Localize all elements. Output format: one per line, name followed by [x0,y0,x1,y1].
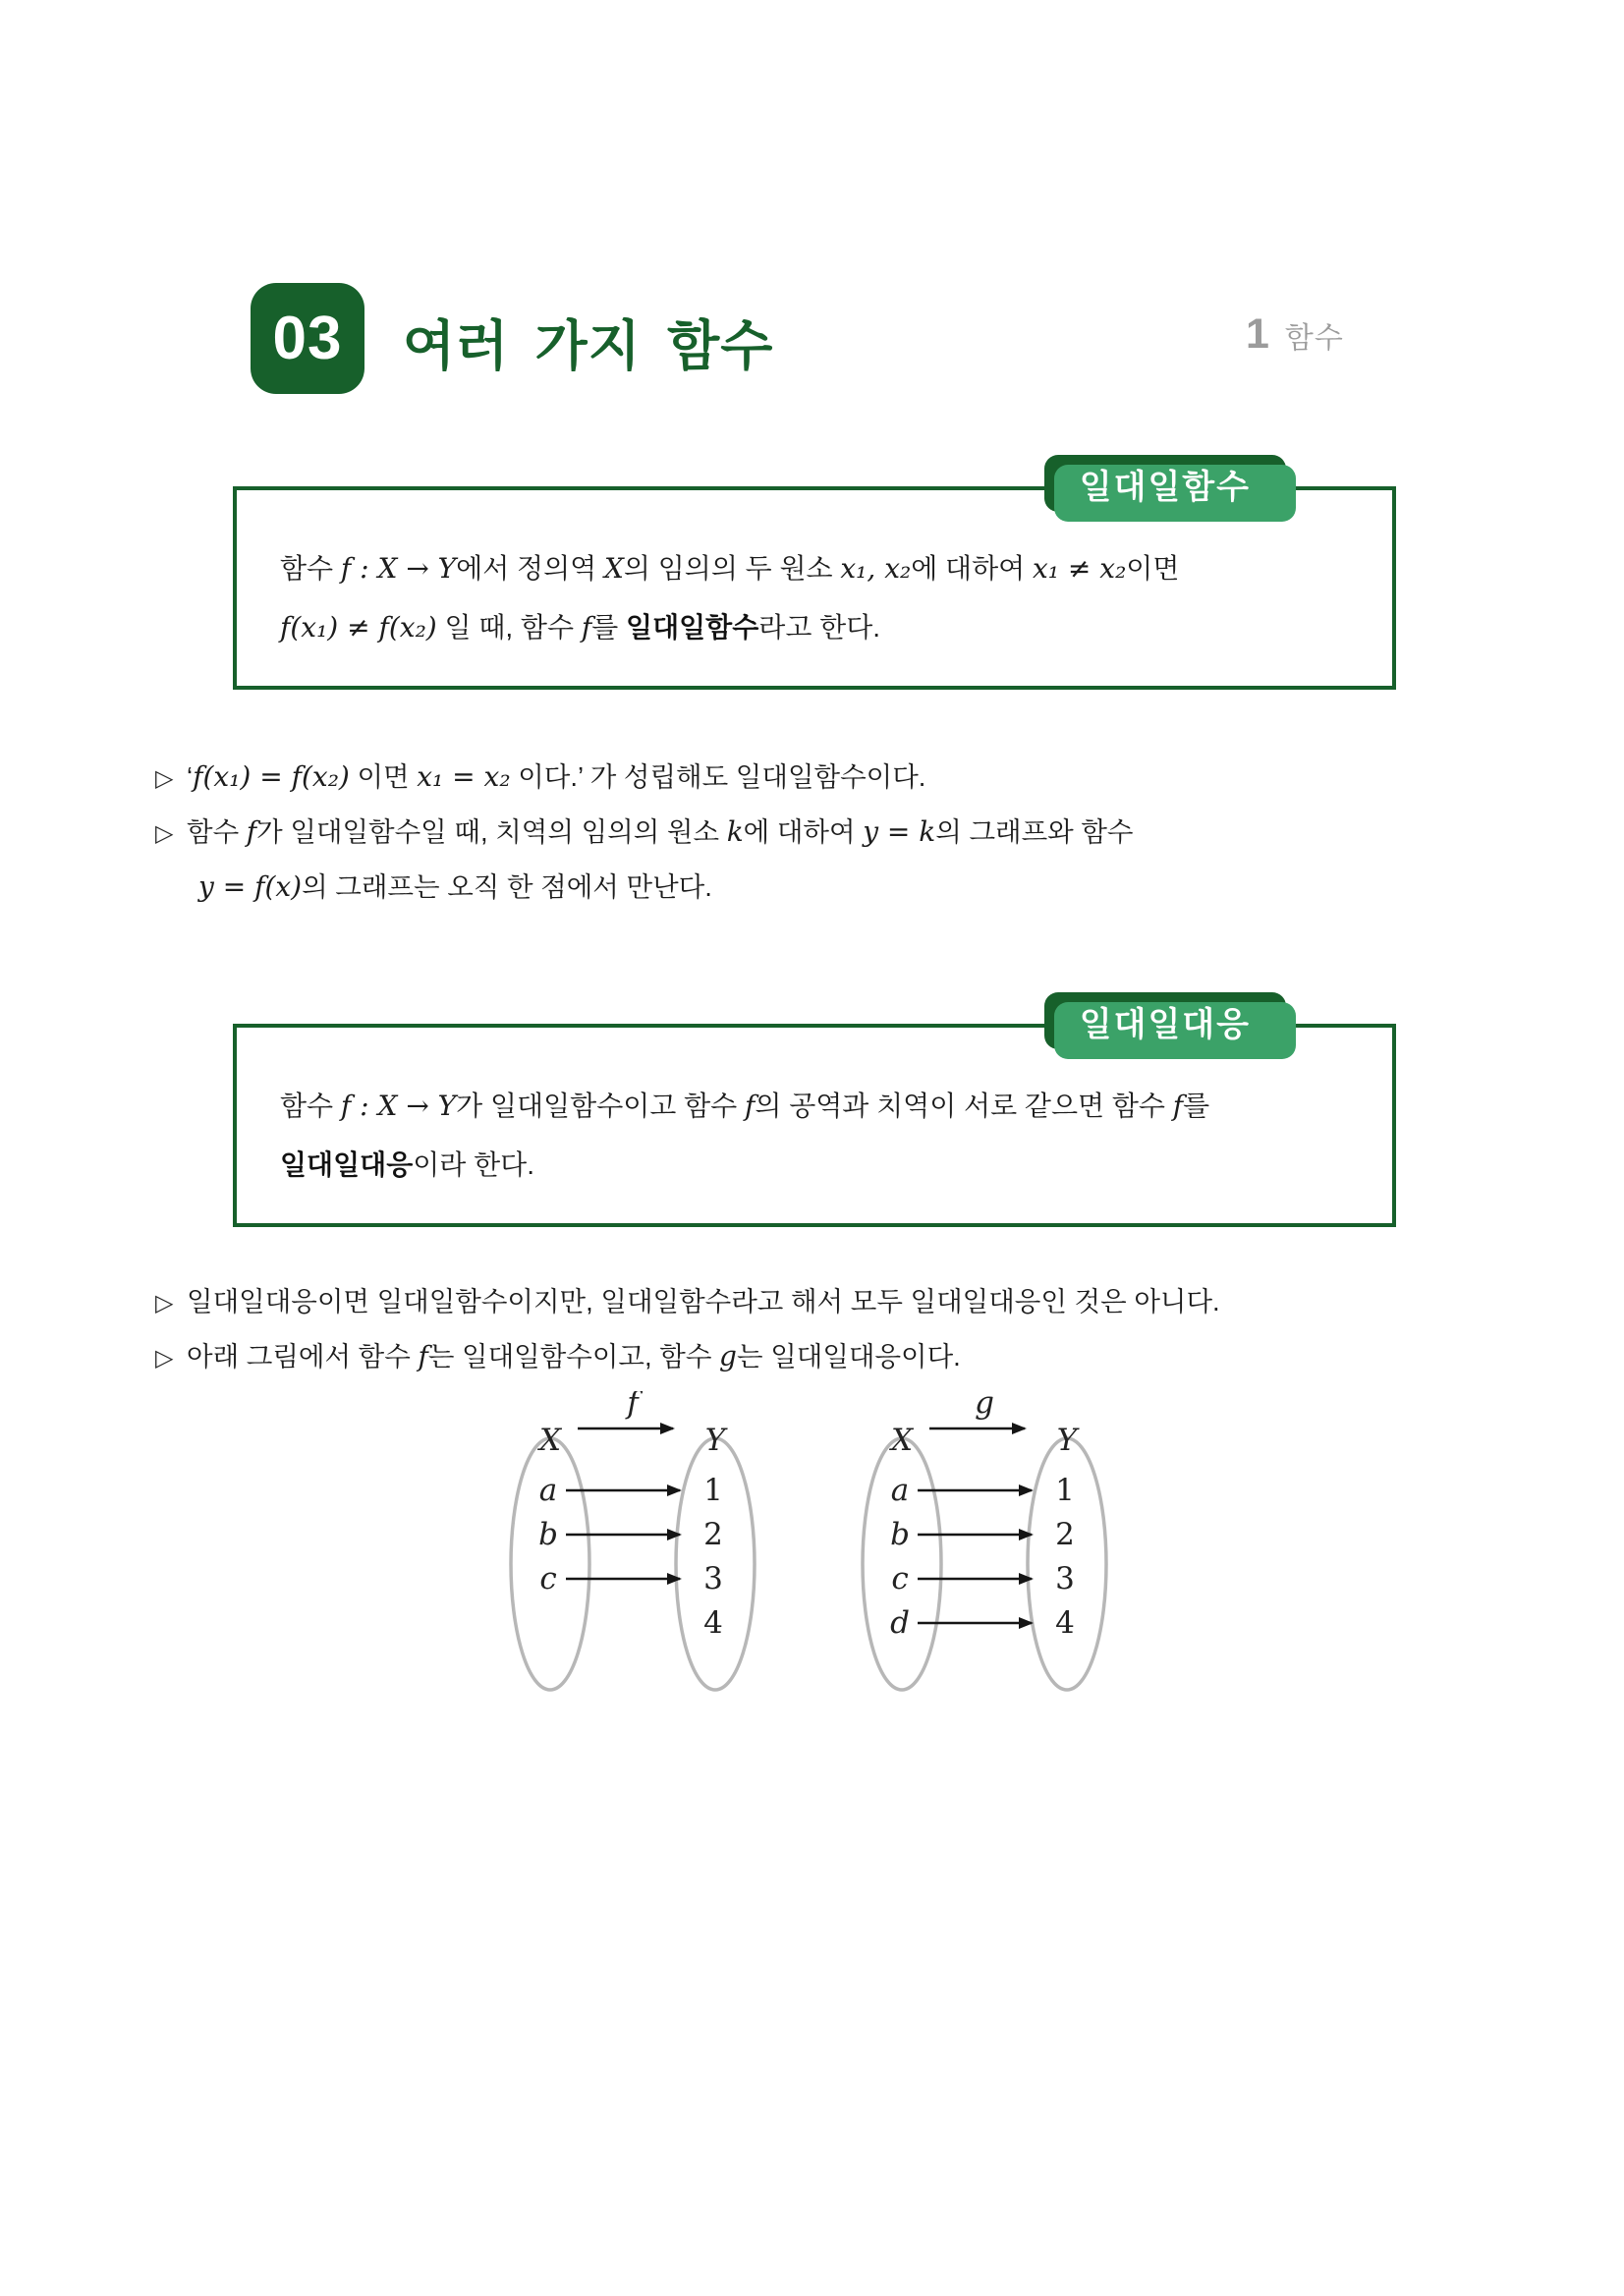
triangle-bullet-icon: ▷ [155,765,174,792]
text-segment: 를 [1183,1091,1210,1121]
definition-line-2 [280,1136,1353,1195]
mapping-diagram-f [491,1391,776,1702]
notes-one-to-one-correspondence [155,1275,1491,1385]
math-segment: f [418,1340,428,1372]
triangle-bullet-icon: ▷ [155,1345,174,1372]
codomain-element: 3 [703,1561,723,1596]
text-segment: 를 [591,612,627,643]
domain-set-label: X [538,1423,562,1458]
page-title: 여러 가지 함수 [403,315,774,376]
math-segment: f [1172,1090,1184,1122]
codomain-element: 2 [703,1517,723,1552]
note-item [155,806,1491,914]
definition-line-1 [280,1077,1353,1136]
text-segment: 함수 [187,816,247,847]
text-segment: 함수 [280,553,341,584]
chapter-number-badge [251,283,364,394]
text-segment: 가 일대일함수일 때, 치역의 임의의 원소 [256,816,727,847]
text-segment: 라고 한다. [758,612,881,643]
triangle-bullet-icon: ▷ [155,1290,174,1316]
text-segment: 는 일대일함수이고, 함수 [427,1341,720,1372]
triangle-bullet-icon: ▷ [155,820,174,847]
math-segment: x₁ = x₂ [417,760,511,793]
text-segment: 의 임의의 두 원소 [623,553,841,584]
mapping-diagram-f-svg [491,1391,776,1702]
concept-box-one-to-one-function [233,468,1396,690]
math-segment: f [581,611,592,644]
domain-element: c [891,1561,909,1596]
text-segment: 일 때, 함수 [436,612,582,643]
unit-label: 함수 [1284,322,1344,355]
domain-element: c [539,1561,557,1596]
text-segment: 아래 그림에서 함수 [187,1341,419,1372]
math-segment: X [603,552,624,585]
text-segment: 이면 [1126,553,1180,584]
chapter-number: 03 [272,305,343,372]
mapping-diagram-g [843,1391,1128,1702]
definition-line-2 [280,598,1353,657]
text-segment: 이면 [349,761,418,792]
text-segment: ‘ [187,761,194,792]
domain-element: a [538,1473,558,1508]
unit-info [1246,310,1344,359]
domain-element: a [890,1473,910,1508]
text-segment: 가 일대일함수이고 함수 [456,1091,745,1121]
domain-element: b [538,1517,558,1552]
notes-one-to-one-function [155,751,1491,914]
math-segment: y = f(x) [198,870,303,903]
math-segment: f [246,815,257,848]
math-segment: y = k [863,815,936,848]
text-segment: 이다.’ 가 성립해도 일대일함수이다. [510,761,926,792]
concept-tab-label: 일대일대응 [1079,1005,1251,1043]
note-item [155,1275,1491,1330]
definition-line-1 [280,539,1353,598]
math-segment: f [745,1090,756,1122]
text-segment: 는 일대일대응이다. [736,1341,961,1372]
math-segment: x₁ ≠ x₂ [1033,552,1127,585]
text-segment: 의 그래프는 오직 한 점에서 만난다. [302,871,712,902]
math-segment: f : X → Y [340,1090,457,1122]
domain-set-label: X [890,1423,914,1458]
unit-number: 1 [1246,310,1269,358]
codomain-set-label: Y [704,1423,726,1458]
codomain-element: 4 [1055,1605,1075,1641]
text-segment: 에 대하여 [743,816,864,847]
keyword-bold: 일대일대응 [280,1149,414,1180]
note-item [155,1330,1491,1385]
domain-element: b [890,1517,910,1552]
text-segment: 의 공역과 치역이 서로 같으면 함수 [755,1091,1173,1121]
concept-tab-one-to-one-correspondence [1044,992,1286,1049]
math-segment: x₁, x₂ [840,552,912,585]
text-segment: 에 대하여 [911,553,1033,584]
text-segment: 함수 [280,1091,341,1121]
codomain-element: 1 [1055,1473,1075,1508]
mapping-diagram-g-svg [843,1391,1128,1702]
math-segment: f : X → Y [340,552,457,585]
codomain-set-label: Y [1056,1423,1078,1458]
codomain-element: 2 [1055,1517,1075,1552]
concept-tab-one-to-one-function [1044,455,1286,512]
function-name-label: g [975,1391,994,1421]
text-segment: 이라 한다. [413,1149,535,1180]
codomain-element: 4 [703,1605,723,1641]
codomain-element: 3 [1055,1561,1075,1596]
text-segment: 의 그래프와 함수 [935,816,1134,847]
concept-box-one-to-one-correspondence [233,1005,1396,1227]
codomain-element: 1 [703,1473,723,1508]
domain-element: d [890,1605,910,1641]
note-item [155,751,1491,806]
text-segment: 일대일대응이면 일대일함수이지만, 일대일함수라고 해서 모두 일대일대응인 것은 아니다. [187,1286,1220,1316]
text-segment: 에서 정의역 [456,553,604,584]
concept-tab-label: 일대일함수 [1079,468,1251,506]
math-segment: f(x₁) ≠ f(x₂) [280,611,437,644]
function-name-label: f [627,1391,639,1421]
math-segment: g [719,1340,737,1372]
math-segment: k [726,815,744,848]
keyword-bold: 일대일함수 [626,612,759,643]
math-segment: f(x₁) = f(x₂) [193,760,350,793]
